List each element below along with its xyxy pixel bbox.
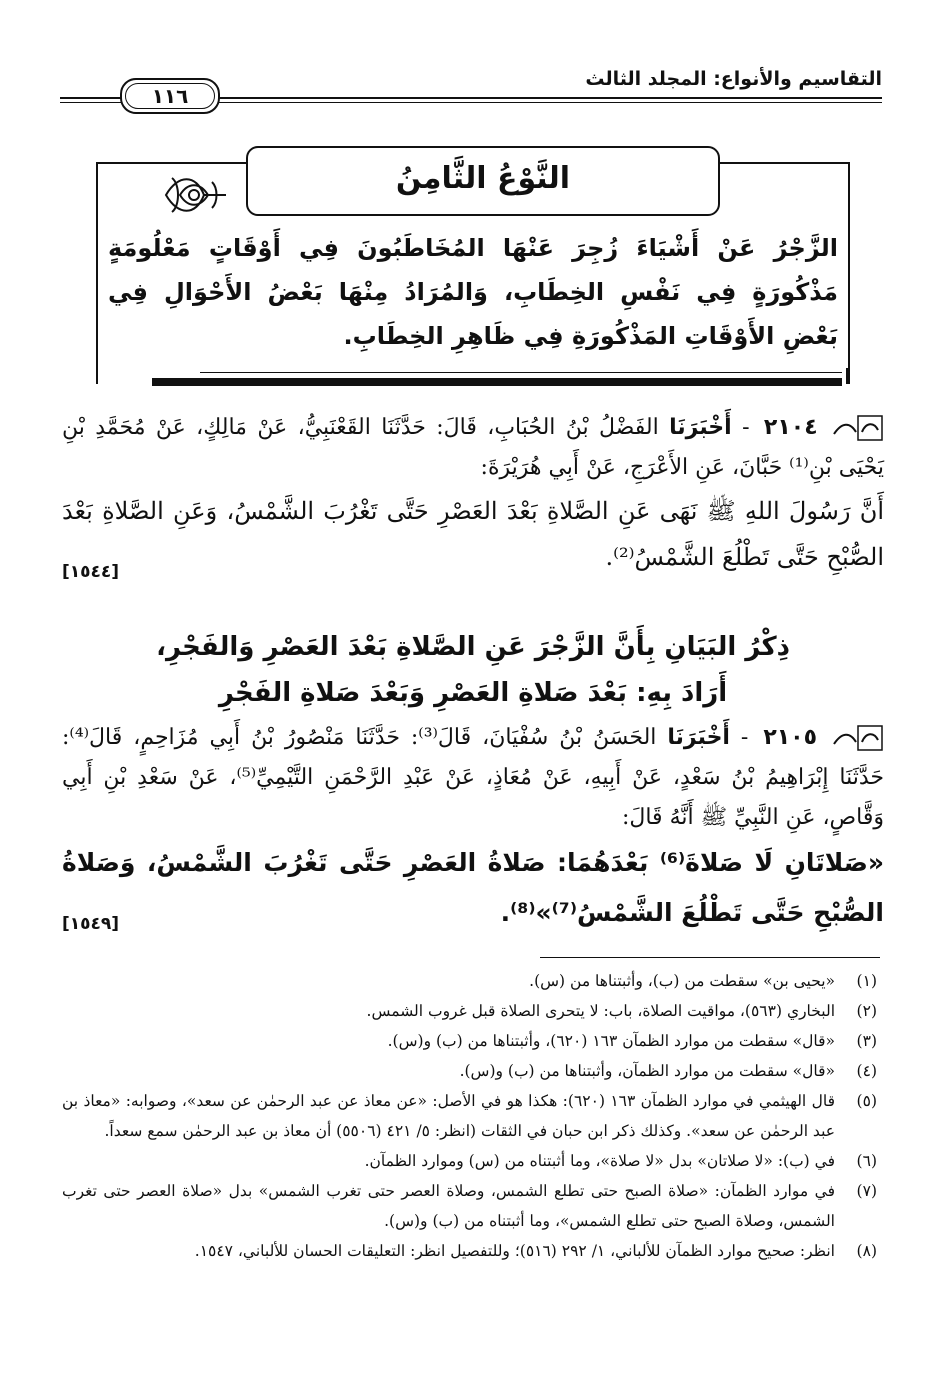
section-rule-thick: [152, 378, 842, 386]
footnote-4: [62, 1056, 877, 1086]
footnote-5: [62, 1086, 877, 1146]
footnote-number: (٤): [856, 1062, 877, 1080]
footnote-text: «يحيى بن» سقطت من (ب)، وأثبتناها من (س).: [529, 972, 835, 990]
hadith-reference: [١٥٤٤]: [62, 562, 120, 582]
dash: -: [742, 415, 750, 440]
section-rule-thin: [200, 372, 842, 373]
hadith-chain: [62, 408, 884, 488]
footnotes: [62, 966, 877, 1266]
footnote-number: (٢): [856, 1002, 877, 1020]
dash: -: [740, 725, 749, 750]
hadith-matn: أَنَّ رَسُولَ اللهِ ﷺ نَهَى عَنِ الصَّلاةِ بَعْدَ العَصْرِ حَتَّى تَغْرُبَ الشَّمْسُ، وَعَنِ الصَّلاةِ بَعْدَ الصُّبْحِ حَتَّى تَطْلُعَ الشَّمْسُ⁽²⁾.: [62, 497, 884, 571]
footnote-number: (٨): [856, 1242, 877, 1260]
footnote-text: انظر: صحيح موارد الظمآن للألباني، ١/ ٢٩٢ (٥١٦)؛ وللتفصيل انظر: التعليقات الحسان للألباني، ١٥٤٧.: [194, 1242, 835, 1260]
footnote-text: في موارد الظمآن: «صلاة الصبح حتى تطلع الشمس، وصلاة العصر حتى تغرب الشمس» بدل «صلاة العصر حتى تغرب الشمس، وصلاة الصبح حتى تطلع الشمس»، وما أثبتناه من (ب) و(س).: [62, 1182, 835, 1230]
footnote-7: [62, 1176, 877, 1236]
running-header: [60, 62, 882, 122]
hadith-matn: «صَلاتَانِ لَا صَلاةَ⁽⁶⁾ بَعْدَهُمَا: صَلاةُ العَصْرِ حَتَّى تَغْرُبَ الشَّمْسُ، وَصَلاةُ الصُّبْحِ حَتَّى تَطْلُعَ الشَّمْسُ⁽⁷⁾»⁽⁸⁾.: [62, 848, 884, 927]
hadith-number: ٢١٠٥: [763, 725, 818, 750]
footnote-3: [62, 1026, 877, 1056]
hadith-number: ٢١٠٤: [763, 415, 818, 440]
hadith-intro: أَخْبَرَنَا: [669, 415, 732, 440]
chapter-heading-line1: ذِكْرُ البَيَانِ بِأَنَّ الزَّجْرَ عَنِ الصَّلاةِ بَعْدَ العَصْرِ وَالفَجْرِ،: [156, 632, 790, 662]
chapter-heading: [62, 624, 884, 716]
hadith-isnad: الفَضْلُ بْنُ الحُبَابِ، قَالَ: حَدَّثَنَا القَعْنَبِيُّ، عَنْ مَالِكٍ، عَنْ مُحَمَّدِ بْنِ يَحْيَى بْنِ⁽¹⁾ حَبَّانَ، عَنِ الأَعْرَجِ، عَنْ أَبِي هُرَيْرَةَ:: [62, 415, 884, 480]
footnote-text: قال الهيثمي في موارد الظمآن ١٦٣ (٦٢٠): هكذا هو في الأصل: «عن معاذ عن عبد الرحمٰن عن سعد»، وصوابه: «معاذ بن عبد الرحمٰن عن سعد». وكذلك ذكر ابن حبان في الثقات (انظر: ٥/ ٤٢١ (٥٥٠٦) أن معاذ بن عبد الرحمٰن سمع سعداً.: [62, 1092, 835, 1140]
footnote-1: [62, 966, 877, 996]
footnote-separator: [540, 957, 880, 958]
hadith-reference: [١٥٤٩]: [62, 914, 120, 934]
hadith-intro: أَخْبَرَنَا: [667, 725, 730, 750]
section-rule-tick: [846, 368, 848, 384]
hadith-2105: [62, 718, 884, 938]
ibn-hibban-mark-icon: [832, 724, 884, 752]
hadith-isnad: الحَسَنُ بْنُ سُفْيَانَ، قَالَ⁽³⁾: حَدَّثَنَا مَنْصُورُ بْنُ أَبِي مُزَاحِمٍ، قَالَ⁽⁴⁾: حَدَّثَنَا إِبْرَاهِيمُ بْنُ سَعْدٍ، عَنْ أَبِيهِ، عَنْ مُعَاذٍ، عَنْ عَبْدِ الرَّحْمَنِ التَّيْمِيِّ⁽⁵⁾، عَنْ سَعْدِ بْنِ أَبِي وَقَّاصٍ، عَنِ النَّبِيِّ ﷺ أَنَّهُ قَالَ:: [62, 725, 885, 830]
footnote-text: «قال» سقطت من موارد الظمآن ١٦٣ (٦٢٠)، وأثبتناها من (ب) و(س).: [387, 1032, 835, 1050]
type-title: النَّوْعُ الثَّامِنُ: [395, 161, 571, 196]
chapter-heading-line2: أَرَادَ بِهِ: بَعْدَ صَلاةِ العَصْرِ وَبَعْدَ صَلاةِ الفَجْرِ: [218, 678, 728, 708]
type-title-frame: [246, 146, 720, 216]
footnote-number: (٥): [856, 1092, 877, 1110]
ornament-icon: [160, 168, 230, 222]
footnote-number: (١): [856, 972, 877, 990]
footnote-number: (٦): [856, 1152, 877, 1170]
footnote-text: «قال» سقطت من موارد الظمآن، وأثبتناها من (ب) و(س).: [459, 1062, 835, 1080]
footnote-number: (٧): [856, 1182, 877, 1200]
book-title: التقاسيم والأنواع: المجلد الثالث: [575, 68, 882, 90]
hadith-chain: [62, 718, 884, 838]
footnote-8: [62, 1236, 877, 1266]
footnote-6: [62, 1146, 877, 1176]
page-number: ١١٦: [120, 78, 220, 114]
footnote-2: [62, 996, 877, 1026]
footnote-number: (٣): [856, 1032, 877, 1050]
type-description: الزَّجْرُ عَنْ أَشْيَاءَ زُجِرَ عَنْهَا المُخَاطَبُونَ فِي أَوْقَاتٍ مَعْلُومَةٍ مَذْكُورَةٍ فِي نَفْسِ الخِطَابِ، وَالمُرَادُ مِنْهَا بَعْضُ الأَحْوَالِ فِي بَعْضِ الأَوْقَاتِ المَذْكُورَةِ فِي ظَاهِرِ الخِطَابِ.: [108, 234, 838, 350]
footnote-text: في (ب): «لا صلاتان» بدل «لا صلاة»، وما أثبتناه من (س) وموارد الظمآن.: [364, 1152, 835, 1170]
footnote-text: البخاري (٥٦٣)، مواقيت الصلاة، باب: لا يتحرى الصلاة قبل غروب الشمس.: [366, 1002, 835, 1020]
ibn-hibban-mark-icon: [832, 414, 884, 442]
hadith-2104: [62, 408, 884, 580]
